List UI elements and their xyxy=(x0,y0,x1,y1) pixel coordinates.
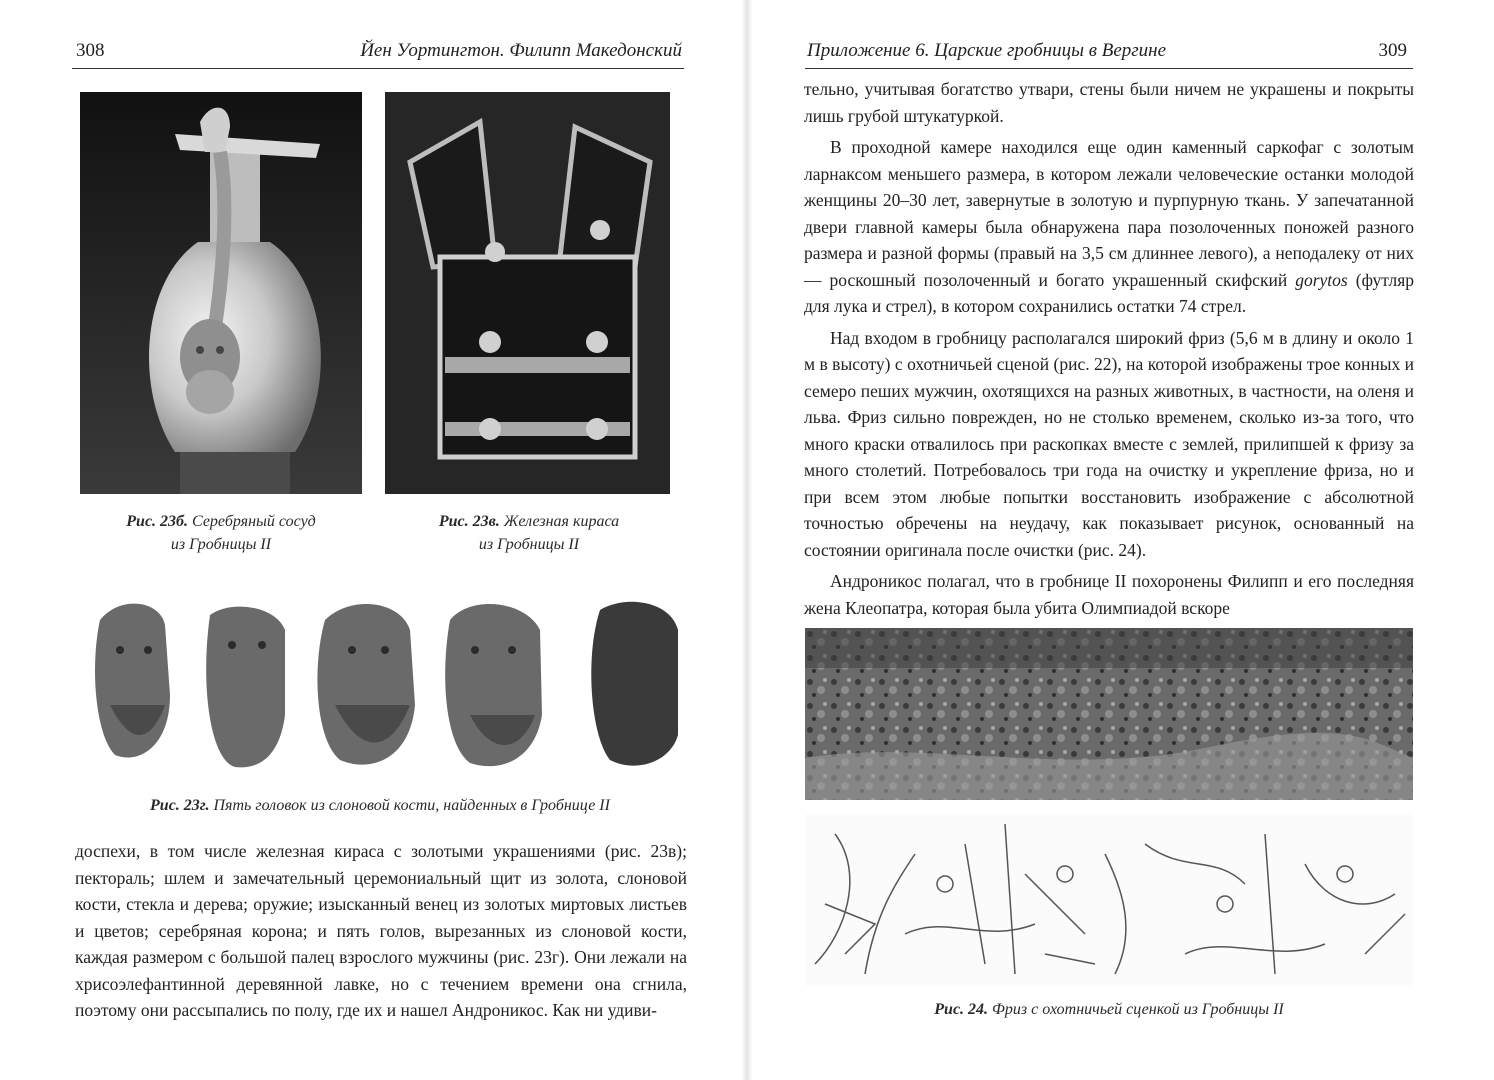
fig-23b-label: Рис. 23б. xyxy=(126,513,189,530)
left-running-head xyxy=(72,34,684,69)
fig-23g-text: Пять головок из слоновой кости, найденных в Гробнице II xyxy=(213,797,610,814)
left-body-text xyxy=(75,838,687,1024)
iron-cuirass-photo xyxy=(385,92,670,494)
fig-23v-caption xyxy=(395,510,663,556)
gorytos-term: gorytos xyxy=(1295,269,1348,290)
paragraph-2 xyxy=(804,134,1414,320)
paragraph-2-text-b: (футляр для лука и стрел), в котором сохранились остатки 74 стрел. xyxy=(804,269,1415,316)
right-running-head xyxy=(805,34,1413,69)
right-page-number: 309 xyxy=(1378,40,1407,61)
fig-24-caption xyxy=(805,998,1413,1021)
fig-23b-line2: из Гробницы II xyxy=(170,536,272,553)
left-running-title: Йен Уортингтон. Филипп Македонский xyxy=(360,40,682,61)
right-page xyxy=(747,0,1494,1080)
paragraph-2-text-a: В проходной камере находился еще один каменный саркофаг с золотым ларнаксом меньшего размера, в котором лежали человеческие останки молодой женщины 20–30 лет, завернутые в золотую и пурпурную ткань. У запечатанной двери главной камеры была обнаружена пара позолоченных поножей разного размера и разной формы (правый на 3,5 см длиннее левого), а неподалеку от них — роскошный позолоченный и богато украшенный скифский xyxy=(804,137,1414,290)
paragraph-1: тельно, учитывая богатство утвари, стены были ничем не украшены и покрыты лишь грубой штукатуркой. xyxy=(804,79,1414,126)
fig-23g-label: Рис. 23г. xyxy=(150,797,210,814)
silver-vessel-photo xyxy=(80,92,362,494)
right-running-title: Приложение 6. Царские гробницы в Вергине xyxy=(807,40,1167,61)
right-body-text xyxy=(804,76,1414,621)
fig-23g-caption xyxy=(80,794,680,817)
fig-23b-caption xyxy=(90,510,352,556)
fig-23v-label: Рис. 23в. xyxy=(438,513,500,530)
fig-23b-line1: Серебряный сосуд xyxy=(192,513,316,530)
fig-23v-line1: Железная кираса xyxy=(503,513,620,530)
ivory-heads-photo xyxy=(80,595,680,775)
paragraph-4: Андроникос полагал, что в гробнице II похоронены Филипп и его последняя жена Клеопатра, которая была убита Олимпиадой вскоре xyxy=(804,571,1414,618)
left-page-number: 308 xyxy=(76,40,105,61)
paragraph-3: Над входом в гробницу располагался широкий фриз (5,6 м в длину и около 1 м в высоту) с охотничьей сценой (рис. 22), на которой изображены трое конных и семеро пеших мужчин, охотящихся на разных животных, в частности, на оленя и льва. Фриз сильно поврежден, но не столько временем, сколько из-за того, что много краски отвалилось при раскопках вместе с землей, прилипшей к фризу за много столетий. Потребовалось три года на очистку и укрепление фриза, но и при всем этом любые попытки восстановить изображение с абсолютной точностью обречены на неудачу, как показывает рисунок, основанный на состоянии оригинала после очистки (рис. 24). xyxy=(804,327,1414,560)
fig-23v-line2: из Гробницы II xyxy=(478,536,580,553)
frieze-photo xyxy=(805,628,1413,800)
fig-24-label: Рис. 24. xyxy=(934,1001,989,1018)
left-body-paragraph: доспехи, в том числе железная кираса с золотыми украшениями (рис. 23в); пектораль; шлем и замечательный церемониальный щит из золота, слоновой кости, стекла и дерева; оружие; изысканный венец из золотых миртовых листьев и цветов; серебряная корона; и пять голов, вырезанных из слоновой кости, каждая размером с большой палец взрослого мужчины (рис. 23г). Они лежали на хрисоэлефантинной деревянной лавке, но с течением времени она сгнила, поэтому они рассыпались по полу, где их и нашел Андроникос. Как ни удиви- xyxy=(75,841,687,1020)
fig-24-text: Фриз с охотничьей сценкой из Гробницы II xyxy=(992,1001,1284,1018)
frieze-drawing xyxy=(805,814,1413,986)
